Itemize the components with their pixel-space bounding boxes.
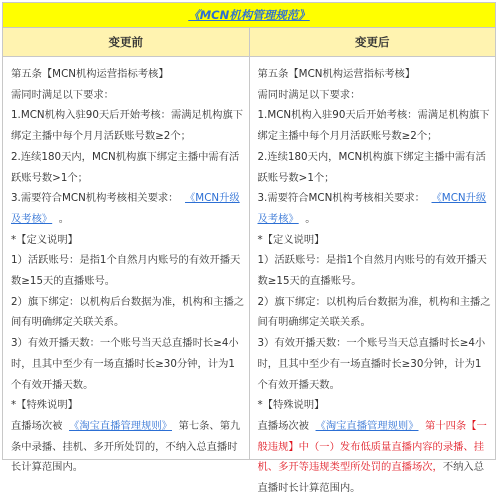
requirement-3-suffix: 。 — [58, 212, 70, 225]
definition-3: 3）有效开播天数：一个账号当天总直播时长≥4小时，且其中至少有一场直播时长≥30分钟，计为1个有效开播天数。 — [257, 337, 486, 391]
definition-title: *【定义说明】 — [11, 233, 78, 246]
header-before: 变更前 — [3, 28, 250, 56]
article-heading: 第五条【MCN机构运营指标考核】 — [11, 68, 169, 80]
content-row — [3, 57, 495, 495]
requirement-3 — [11, 188, 245, 229]
comparison-table — [2, 2, 496, 495]
requirement-2: 2.连续180天内，MCN机构旗下绑定主播中需有活跃账号数>1个； — [257, 150, 486, 184]
mcn-upgrade-link[interactable]: 《MCN升级及考核》 — [257, 192, 487, 225]
special-prefix: 直播场次被 — [257, 419, 309, 432]
before-column — [3, 57, 250, 474]
special-suffix: 第七条、第九条中录播、挂机、多开所处罚的，不纳入总直播时长计算范围内。 — [11, 419, 241, 474]
title-row — [3, 3, 495, 28]
special-title: *【特殊说明】 — [257, 399, 325, 412]
definition-3: 3）有效开播天数：一个账号当天总直播时长≥4小时，且其中至少有一场直播时长≥30分钟，计为1个有效开播天数。 — [11, 337, 239, 391]
special-note — [11, 416, 245, 478]
definition-1: 1）活跃账号：是指1个自然月内账号的有效开播天数≥15天的直播账号。 — [11, 254, 241, 288]
taobao-live-rules-link[interactable]: 《淘宝直播管理规则》 — [315, 419, 419, 432]
title-link[interactable]: 《MCN机构管理规范》 — [188, 8, 310, 22]
taobao-live-rules-link[interactable]: 《淘宝直播管理规则》 — [69, 419, 172, 432]
changed-text: 第十四条【一般违规】中（一）发布低质量直播内容的录播、挂机、多开等违规类型所处罚的直播场次， — [257, 419, 487, 474]
header-row — [3, 28, 495, 57]
header-after: 变更后 — [355, 35, 390, 49]
article-heading: 第五条【MCN机构运营指标考核】 — [257, 68, 416, 80]
mcn-upgrade-link[interactable]: 《MCN升级及考核》 — [11, 192, 240, 225]
after-column — [250, 57, 496, 495]
special-note — [258, 416, 492, 499]
requirement-1: 1.MCN机构入驻90天后开始考核：需满足机构旗下绑定主播中每个月月活跃账号数≥2个； — [11, 109, 244, 143]
requirement-3-text: 3.需要符合MCN机构考核相关要求： — [11, 192, 179, 205]
intro-text: 需同时满足以下要求： — [257, 88, 361, 101]
special-prefix: 直播场次被 — [11, 419, 63, 432]
requirement-3-text: 3.需要符合MCN机构考核相关要求： — [257, 192, 425, 205]
requirement-1: 1.MCN机构入驻90天后开始考核：需满足机构旗下绑定主播中每个月月活跃账号数≥2个； — [257, 109, 490, 143]
intro-text: 需同时满足以下要求： — [11, 88, 114, 101]
requirement-3-suffix: 。 — [305, 212, 316, 225]
requirement-3 — [258, 188, 492, 229]
requirement-2: 2.连续180天内，MCN机构旗下绑定主播中需有活跃账号数>1个； — [11, 150, 240, 184]
definition-title: *【定义说明】 — [257, 233, 325, 246]
special-suffix: 不纳入总直播时长计算范围内。 — [257, 461, 485, 495]
definition-1: 1）活跃账号：是指1个自然月内账号的有效开播天数≥15天的直播账号。 — [257, 254, 487, 288]
definition-2: 2）旗下绑定：以机构后台数据为准，机构和主播之间有明确绑定关联关系。 — [257, 295, 491, 329]
definition-2: 2）旗下绑定：以机构后台数据为准，机构和主播之间有明确绑定关联关系。 — [11, 295, 245, 329]
special-title: *【特殊说明】 — [11, 399, 78, 412]
